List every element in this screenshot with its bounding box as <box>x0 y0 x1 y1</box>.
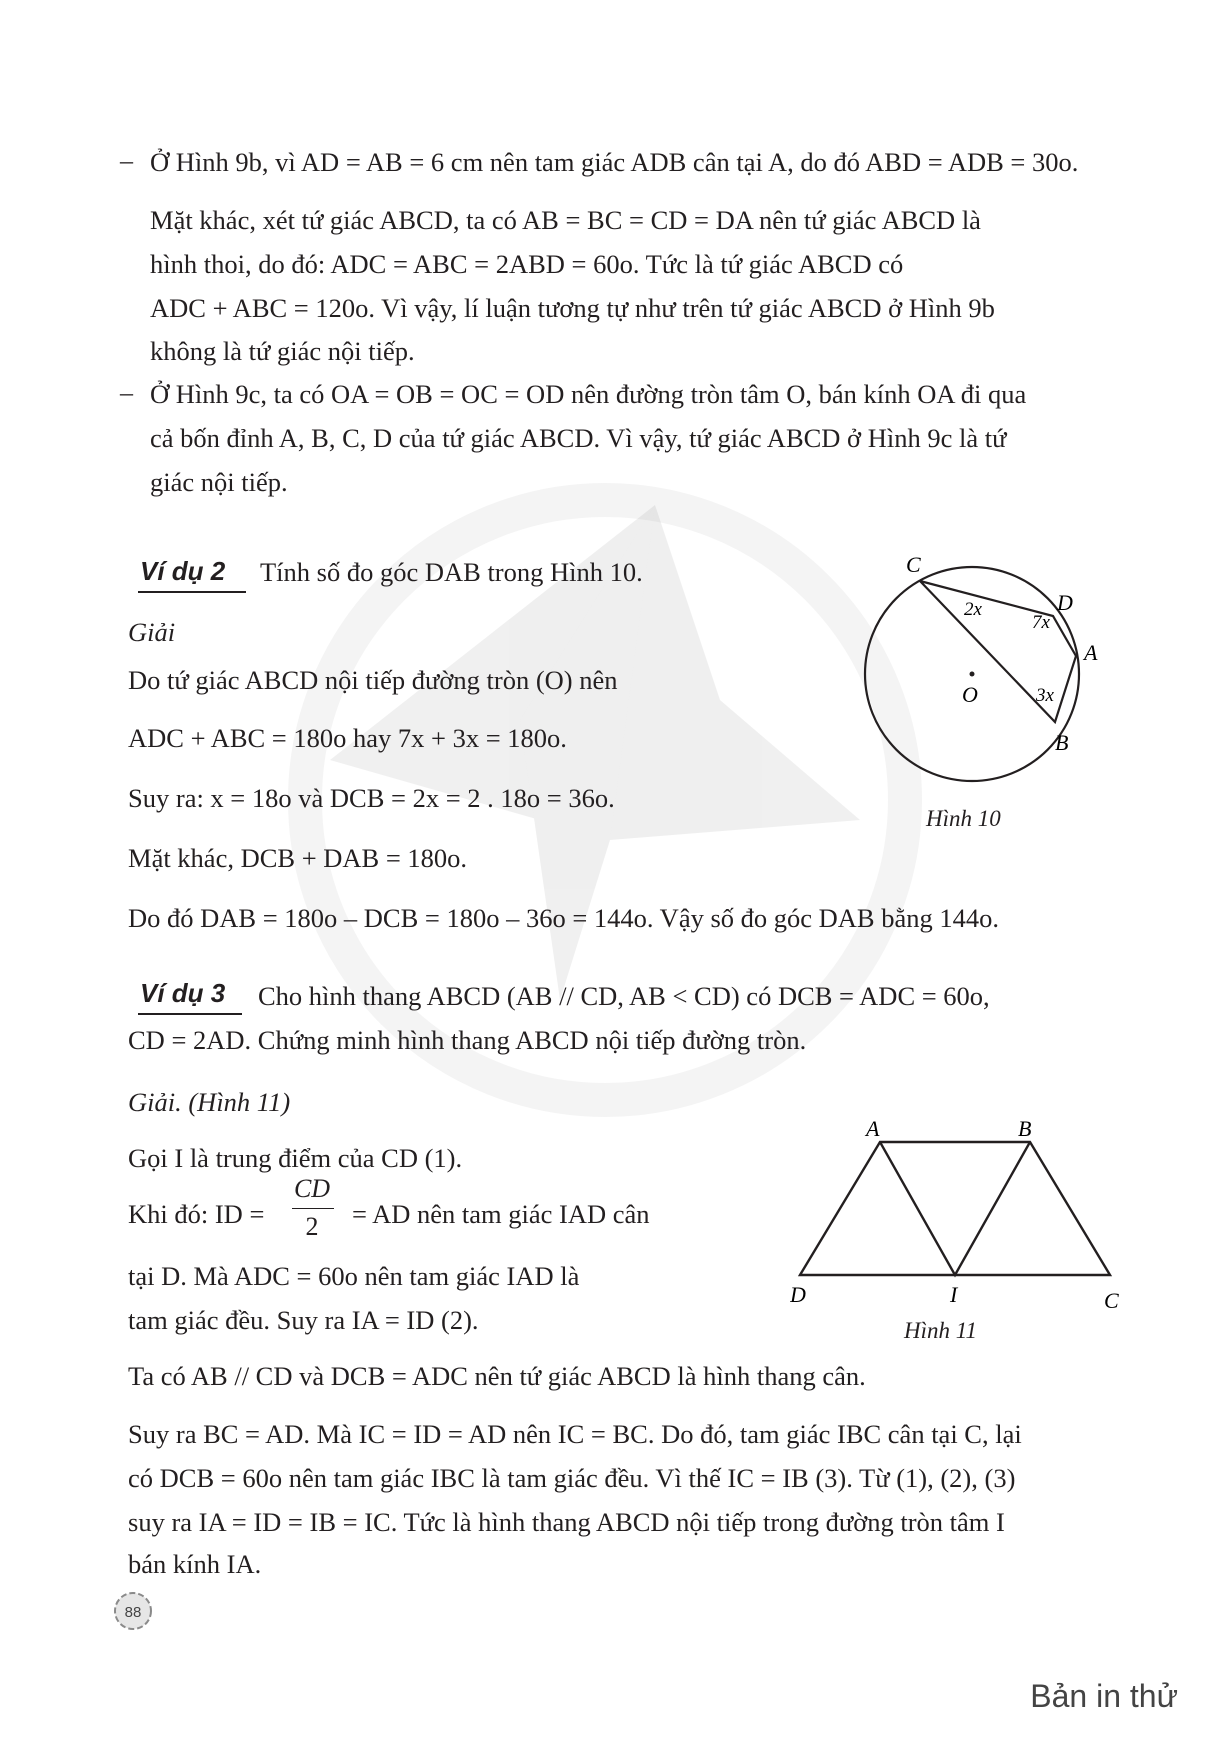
center-dot <box>970 672 975 677</box>
label-c: C <box>1104 1288 1119 1313</box>
page-number-badge <box>112 1590 154 1632</box>
ex3-solution-2b: = AD nên tam giác IAD cân <box>352 1199 650 1229</box>
ex2-prompt: Tính số đo góc DAB trong Hình 10. <box>260 557 643 587</box>
label-underline <box>138 591 246 593</box>
fraction-numerator: CD <box>293 1174 331 1203</box>
fraction-denominator: 2 <box>305 1212 319 1241</box>
angle-2x: 2x <box>964 599 982 620</box>
solution-heading: Giải. (Hình 11) <box>128 1087 291 1117</box>
solution-heading: Giải <box>128 617 176 647</box>
p2-line-1: Ở Hình 9c, ta có OA = OB = OC = OD nên đường tròn tâm O, bán kính OA đi qua <box>150 379 1027 409</box>
ex2-solution-5: Do đó DAB = 180o – DCB = 180o – 36o = 144o. Vậy số đo góc DAB bằng 144o. <box>128 903 999 933</box>
figure-11-caption: Hình 11 <box>904 1318 978 1343</box>
label-b: B <box>1018 1120 1032 1141</box>
example-label: Ví dụ 2 <box>140 556 225 587</box>
page-number: 88 <box>124 1604 142 1621</box>
label-underline <box>138 1013 242 1015</box>
bullet-dash: – <box>120 378 133 407</box>
label-a: A <box>866 1120 880 1141</box>
p1-line-3: hình thoi, do đó: ADC = ABC = 2ABD = 60o. Tức là tứ giác ABCD có <box>150 249 904 279</box>
ex3-solution-3: tại D. Mà ADC = 60o nên tam giác IAD là <box>128 1261 580 1291</box>
p1-line-1: Ở Hình 9b, vì AD = AB = 6 cm nên tam giác ADB cân tại A, do đó ABD = ADB = 30o. <box>150 147 1079 177</box>
label-c: C <box>906 552 921 577</box>
ex3-solution-9: bán kính IA. <box>128 1549 262 1579</box>
bullet-dash: – <box>120 146 133 175</box>
fraction-bar <box>292 1208 334 1209</box>
p1-line-4: ADC + ABC = 120o. Vì vậy, lí luận tương tự như trên tứ giác ABCD ở Hình 9b <box>150 293 995 323</box>
p2-line-2: cả bốn đỉnh A, B, C, D của tứ giác ABCD. Vì vậy, tứ giác ABCD ở Hình 9c là tứ <box>150 423 1007 453</box>
flower-badge-icon <box>112 1590 154 1632</box>
label-d: D <box>790 1282 806 1307</box>
label-d: D <box>1057 590 1073 615</box>
ex3-solution-2a: Khi đó: ID = <box>128 1199 265 1229</box>
ex3-solution-4: tam giác đều. Suy ra IA = ID (2). <box>128 1305 479 1335</box>
example-label: Ví dụ 3 <box>140 978 225 1009</box>
p2-line-3: giác nội tiếp. <box>150 467 288 497</box>
label-a: A <box>1084 640 1098 665</box>
label-b: B <box>1055 730 1069 755</box>
ex2-solution-4: Mặt khác, DCB + DAB = 180o. <box>128 843 468 873</box>
ex3-solution-7: có DCB = 60o nên tam giác IBC là tam giác đều. Vì thế IC = IB (3). Từ (1), (2), (3) <box>128 1463 1016 1493</box>
p1-line-2: Mặt khác, xét tứ giác ABCD, ta có AB = BC = CD = DA nên tứ giác ABCD là <box>150 205 981 235</box>
label-o: O <box>962 682 978 707</box>
angle-7x: 7x <box>1032 612 1050 633</box>
segments-ia-ib <box>880 1142 1030 1275</box>
print-proof-note: Bản in thử <box>1030 1678 1178 1714</box>
ex3-solution-8: suy ra IA = ID = IB = IC. Tức là hình thang ABCD nội tiếp trong đường tròn tâm I <box>128 1507 1005 1537</box>
ex2-solution-2: ADC + ABC = 180o hay 7x + 3x = 180o. <box>128 723 567 753</box>
label-i: I <box>950 1282 958 1307</box>
p1-line-5: không là tứ giác nội tiếp. <box>150 336 415 366</box>
angle-3x: 3x <box>1036 685 1054 706</box>
figure-10-caption: Hình 10 <box>926 806 1001 831</box>
figure-10-diagram <box>840 550 1130 820</box>
ex2-solution-1: Do tứ giác ABCD nội tiếp đường tròn (O) nên <box>128 665 618 695</box>
ex3-solution-1: Gọi I là trung điểm của CD (1). <box>128 1143 463 1173</box>
ex3-prompt-2: CD = 2AD. Chứng minh hình thang ABCD nội tiếp đường tròn. <box>128 1025 807 1055</box>
ex3-solution-5: Ta có AB // CD và DCB = ADC nên tứ giác ABCD là hình thang cân. <box>128 1361 866 1391</box>
ex2-solution-3: Suy ra: x = 18o và DCB = 2x = 2 . 18o = 36o. <box>128 783 615 813</box>
ex3-solution-6: Suy ra BC = AD. Mà IC = ID = AD nên IC = BC. Do đó, tam giác IBC cân tại C, lại <box>128 1419 1022 1449</box>
trapezoid-abcd <box>800 1142 1110 1275</box>
figure-11-diagram <box>790 1120 1120 1320</box>
ex3-prompt-1: Cho hình thang ABCD (AB // CD, AB < CD) có DCB = ADC = 60o, <box>258 981 990 1011</box>
